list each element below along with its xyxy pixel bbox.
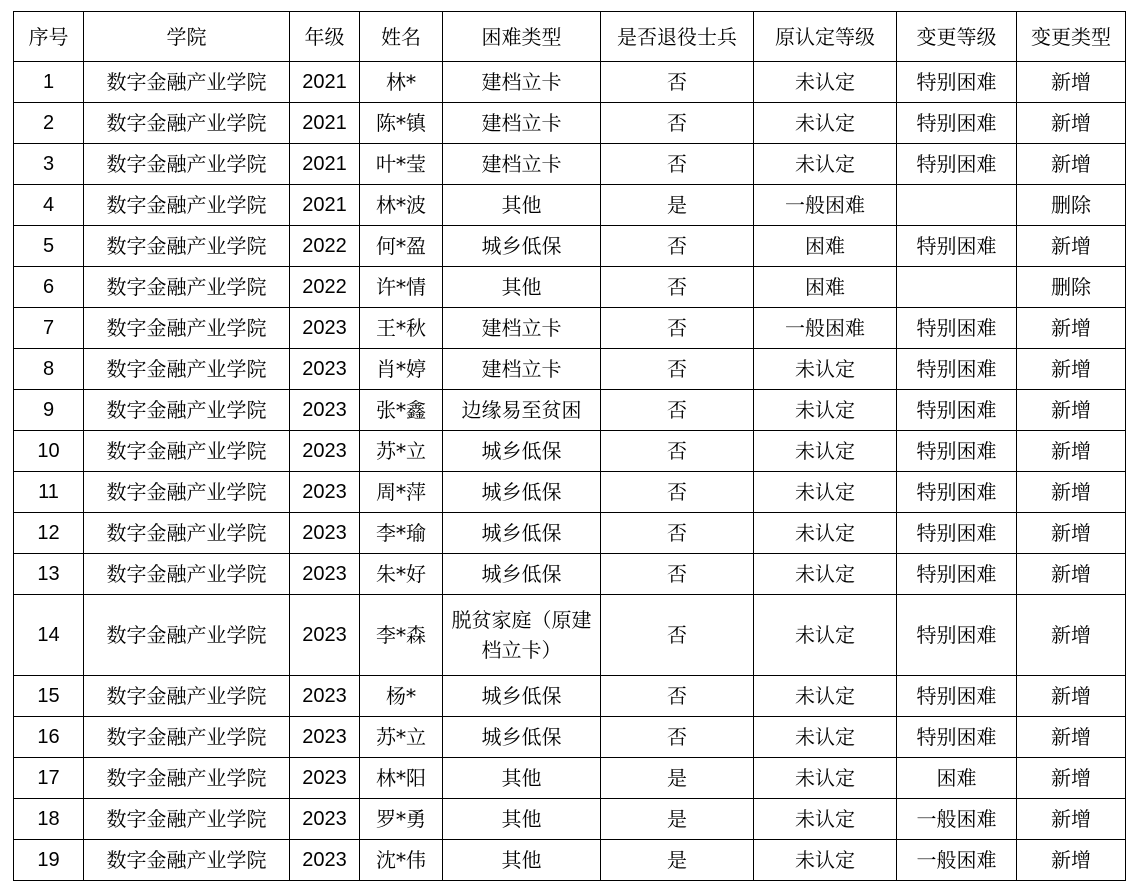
table-row — [14, 676, 1126, 717]
student-difficulty-table — [13, 11, 1126, 881]
cell-difficulty-type: 其他 — [443, 758, 601, 799]
cell-no: 19 — [14, 840, 84, 881]
cell-grade: 2023 — [290, 717, 360, 758]
cell-grade: 2023 — [290, 799, 360, 840]
cell-difficulty-type: 城乡低保 — [443, 472, 601, 513]
header-changed-level: 变更等级 — [897, 12, 1017, 62]
cell-difficulty-type: 城乡低保 — [443, 431, 601, 472]
table-row — [14, 185, 1126, 226]
cell-change-type: 新增 — [1017, 62, 1126, 103]
cell-college: 数字金融产业学院 — [84, 62, 290, 103]
table-row — [14, 62, 1126, 103]
table-row — [14, 308, 1126, 349]
header-difficulty-type: 困难类型 — [443, 12, 601, 62]
cell-grade: 2023 — [290, 758, 360, 799]
cell-name: 何*盈 — [360, 226, 443, 267]
header-grade: 年级 — [290, 12, 360, 62]
table-row — [14, 758, 1126, 799]
cell-no: 18 — [14, 799, 84, 840]
cell-change-type: 新增 — [1017, 554, 1126, 595]
header-veteran: 是否退役士兵 — [601, 12, 754, 62]
cell-veteran: 否 — [601, 144, 754, 185]
cell-veteran: 否 — [601, 308, 754, 349]
cell-grade: 2021 — [290, 185, 360, 226]
cell-changed-level: 特别困难 — [897, 513, 1017, 554]
cell-grade: 2021 — [290, 144, 360, 185]
cell-original-level: 未认定 — [754, 513, 897, 554]
table-row — [14, 840, 1126, 881]
cell-veteran: 否 — [601, 717, 754, 758]
cell-original-level: 未认定 — [754, 472, 897, 513]
table-row — [14, 554, 1126, 595]
cell-original-level: 未认定 — [754, 554, 897, 595]
cell-original-level: 未认定 — [754, 799, 897, 840]
cell-change-type: 新增 — [1017, 840, 1126, 881]
cell-name: 陈*镇 — [360, 103, 443, 144]
cell-veteran: 否 — [601, 513, 754, 554]
cell-name: 张*鑫 — [360, 390, 443, 431]
cell-difficulty-type: 建档立卡 — [443, 308, 601, 349]
cell-change-type: 新增 — [1017, 595, 1126, 676]
cell-name: 苏*立 — [360, 717, 443, 758]
header-no: 序号 — [14, 12, 84, 62]
cell-difficulty-type: 边缘易至贫困 — [443, 390, 601, 431]
cell-name: 林*波 — [360, 185, 443, 226]
cell-name: 苏*立 — [360, 431, 443, 472]
cell-change-type: 删除 — [1017, 267, 1126, 308]
cell-change-type: 新增 — [1017, 758, 1126, 799]
cell-changed-level: 特别困难 — [897, 431, 1017, 472]
cell-veteran: 否 — [601, 267, 754, 308]
cell-grade: 2023 — [290, 554, 360, 595]
cell-veteran: 否 — [601, 349, 754, 390]
cell-changed-level: 特别困难 — [897, 226, 1017, 267]
cell-changed-level: 困难 — [897, 758, 1017, 799]
cell-college: 数字金融产业学院 — [84, 144, 290, 185]
cell-no: 3 — [14, 144, 84, 185]
cell-grade: 2023 — [290, 390, 360, 431]
cell-name: 林* — [360, 62, 443, 103]
cell-college: 数字金融产业学院 — [84, 554, 290, 595]
cell-original-level: 未认定 — [754, 717, 897, 758]
cell-changed-level: 特别困难 — [897, 676, 1017, 717]
table-row — [14, 472, 1126, 513]
cell-no: 2 — [14, 103, 84, 144]
cell-difficulty-type: 其他 — [443, 267, 601, 308]
cell-difficulty-type: 城乡低保 — [443, 554, 601, 595]
cell-changed-level: 特别困难 — [897, 144, 1017, 185]
cell-original-level: 未认定 — [754, 595, 897, 676]
cell-original-level: 未认定 — [754, 431, 897, 472]
cell-difficulty-type: 城乡低保 — [443, 676, 601, 717]
cell-veteran: 否 — [601, 390, 754, 431]
cell-grade: 2022 — [290, 267, 360, 308]
cell-grade: 2021 — [290, 103, 360, 144]
cell-veteran: 否 — [601, 472, 754, 513]
header-name: 姓名 — [360, 12, 443, 62]
cell-original-level: 未认定 — [754, 676, 897, 717]
cell-name: 杨* — [360, 676, 443, 717]
cell-difficulty-type: 建档立卡 — [443, 62, 601, 103]
cell-original-level: 未认定 — [754, 390, 897, 431]
cell-grade: 2023 — [290, 676, 360, 717]
cell-original-level: 困难 — [754, 267, 897, 308]
table-row — [14, 513, 1126, 554]
cell-veteran: 否 — [601, 103, 754, 144]
cell-changed-level — [897, 267, 1017, 308]
cell-veteran: 否 — [601, 676, 754, 717]
cell-no: 14 — [14, 595, 84, 676]
table-row — [14, 799, 1126, 840]
cell-college: 数字金融产业学院 — [84, 267, 290, 308]
cell-change-type: 新增 — [1017, 513, 1126, 554]
cell-name: 周*萍 — [360, 472, 443, 513]
cell-original-level: 未认定 — [754, 144, 897, 185]
table-row — [14, 431, 1126, 472]
cell-grade: 2023 — [290, 349, 360, 390]
cell-changed-level: 特别困难 — [897, 390, 1017, 431]
cell-changed-level: 特别困难 — [897, 62, 1017, 103]
table-row — [14, 267, 1126, 308]
cell-no: 9 — [14, 390, 84, 431]
cell-original-level: 未认定 — [754, 103, 897, 144]
cell-change-type: 删除 — [1017, 185, 1126, 226]
cell-no: 13 — [14, 554, 84, 595]
cell-changed-level: 特别困难 — [897, 717, 1017, 758]
cell-difficulty-type: 脱贫家庭（原建档立卡） — [443, 595, 601, 676]
cell-no: 11 — [14, 472, 84, 513]
cell-changed-level — [897, 185, 1017, 226]
cell-college: 数字金融产业学院 — [84, 308, 290, 349]
cell-college: 数字金融产业学院 — [84, 799, 290, 840]
cell-original-level: 未认定 — [754, 62, 897, 103]
cell-original-level: 一般困难 — [754, 185, 897, 226]
cell-changed-level: 特别困难 — [897, 103, 1017, 144]
cell-change-type: 新增 — [1017, 308, 1126, 349]
cell-change-type: 新增 — [1017, 349, 1126, 390]
cell-veteran: 否 — [601, 226, 754, 267]
cell-no: 1 — [14, 62, 84, 103]
cell-name: 李*瑜 — [360, 513, 443, 554]
cell-no: 16 — [14, 717, 84, 758]
cell-college: 数字金融产业学院 — [84, 103, 290, 144]
cell-difficulty-type: 城乡低保 — [443, 513, 601, 554]
cell-veteran: 否 — [601, 595, 754, 676]
table-row — [14, 390, 1126, 431]
cell-changed-level: 特别困难 — [897, 595, 1017, 676]
cell-change-type: 新增 — [1017, 717, 1126, 758]
cell-name: 罗*勇 — [360, 799, 443, 840]
cell-change-type: 新增 — [1017, 226, 1126, 267]
cell-veteran: 是 — [601, 185, 754, 226]
cell-difficulty-type: 建档立卡 — [443, 144, 601, 185]
cell-difficulty-type: 城乡低保 — [443, 226, 601, 267]
cell-college: 数字金融产业学院 — [84, 717, 290, 758]
cell-change-type: 新增 — [1017, 390, 1126, 431]
cell-change-type: 新增 — [1017, 676, 1126, 717]
cell-change-type: 新增 — [1017, 144, 1126, 185]
cell-difficulty-type: 其他 — [443, 799, 601, 840]
cell-no: 6 — [14, 267, 84, 308]
cell-changed-level: 特别困难 — [897, 472, 1017, 513]
cell-veteran: 是 — [601, 758, 754, 799]
table-row — [14, 349, 1126, 390]
table-row — [14, 717, 1126, 758]
cell-college: 数字金融产业学院 — [84, 349, 290, 390]
cell-name: 许*情 — [360, 267, 443, 308]
cell-college: 数字金融产业学院 — [84, 185, 290, 226]
cell-name: 李*森 — [360, 595, 443, 676]
cell-difficulty-type: 城乡低保 — [443, 717, 601, 758]
cell-no: 4 — [14, 185, 84, 226]
cell-name: 肖*婷 — [360, 349, 443, 390]
cell-changed-level: 一般困难 — [897, 799, 1017, 840]
cell-original-level: 未认定 — [754, 758, 897, 799]
cell-changed-level: 特别困难 — [897, 308, 1017, 349]
cell-changed-level: 特别困难 — [897, 349, 1017, 390]
cell-veteran: 否 — [601, 554, 754, 595]
cell-college: 数字金融产业学院 — [84, 676, 290, 717]
cell-grade: 2023 — [290, 513, 360, 554]
cell-grade: 2023 — [290, 431, 360, 472]
cell-no: 8 — [14, 349, 84, 390]
cell-name: 朱*好 — [360, 554, 443, 595]
cell-no: 17 — [14, 758, 84, 799]
cell-change-type: 新增 — [1017, 472, 1126, 513]
cell-college: 数字金融产业学院 — [84, 226, 290, 267]
cell-original-level: 未认定 — [754, 349, 897, 390]
cell-veteran: 是 — [601, 799, 754, 840]
cell-name: 叶*莹 — [360, 144, 443, 185]
cell-veteran: 否 — [601, 431, 754, 472]
cell-veteran: 否 — [601, 62, 754, 103]
cell-grade: 2023 — [290, 472, 360, 513]
cell-difficulty-type: 建档立卡 — [443, 103, 601, 144]
cell-college: 数字金融产业学院 — [84, 513, 290, 554]
cell-grade: 2022 — [290, 226, 360, 267]
cell-grade: 2023 — [290, 840, 360, 881]
cell-college: 数字金融产业学院 — [84, 595, 290, 676]
cell-name: 王*秋 — [360, 308, 443, 349]
table-row — [14, 226, 1126, 267]
table-header-row — [14, 12, 1126, 62]
cell-college: 数字金融产业学院 — [84, 390, 290, 431]
cell-changed-level: 特别困难 — [897, 554, 1017, 595]
cell-original-level: 一般困难 — [754, 308, 897, 349]
table-row — [14, 144, 1126, 185]
cell-original-level: 未认定 — [754, 840, 897, 881]
cell-college: 数字金融产业学院 — [84, 431, 290, 472]
cell-no: 12 — [14, 513, 84, 554]
cell-grade: 2023 — [290, 595, 360, 676]
cell-name: 林*阳 — [360, 758, 443, 799]
cell-grade: 2023 — [290, 308, 360, 349]
cell-change-type: 新增 — [1017, 431, 1126, 472]
cell-no: 5 — [14, 226, 84, 267]
header-college: 学院 — [84, 12, 290, 62]
cell-no: 15 — [14, 676, 84, 717]
table-body — [14, 62, 1126, 881]
header-original-level: 原认定等级 — [754, 12, 897, 62]
table-row — [14, 595, 1126, 676]
cell-no: 10 — [14, 431, 84, 472]
cell-changed-level: 一般困难 — [897, 840, 1017, 881]
cell-college: 数字金融产业学院 — [84, 472, 290, 513]
table-row — [14, 103, 1126, 144]
cell-no: 7 — [14, 308, 84, 349]
cell-veteran: 是 — [601, 840, 754, 881]
cell-change-type: 新增 — [1017, 103, 1126, 144]
cell-name: 沈*伟 — [360, 840, 443, 881]
cell-college: 数字金融产业学院 — [84, 758, 290, 799]
cell-difficulty-type: 其他 — [443, 840, 601, 881]
cell-difficulty-type: 其他 — [443, 185, 601, 226]
cell-difficulty-type: 建档立卡 — [443, 349, 601, 390]
cell-change-type: 新增 — [1017, 799, 1126, 840]
header-change-type: 变更类型 — [1017, 12, 1126, 62]
cell-college: 数字金融产业学院 — [84, 840, 290, 881]
cell-original-level: 困难 — [754, 226, 897, 267]
cell-grade: 2021 — [290, 62, 360, 103]
